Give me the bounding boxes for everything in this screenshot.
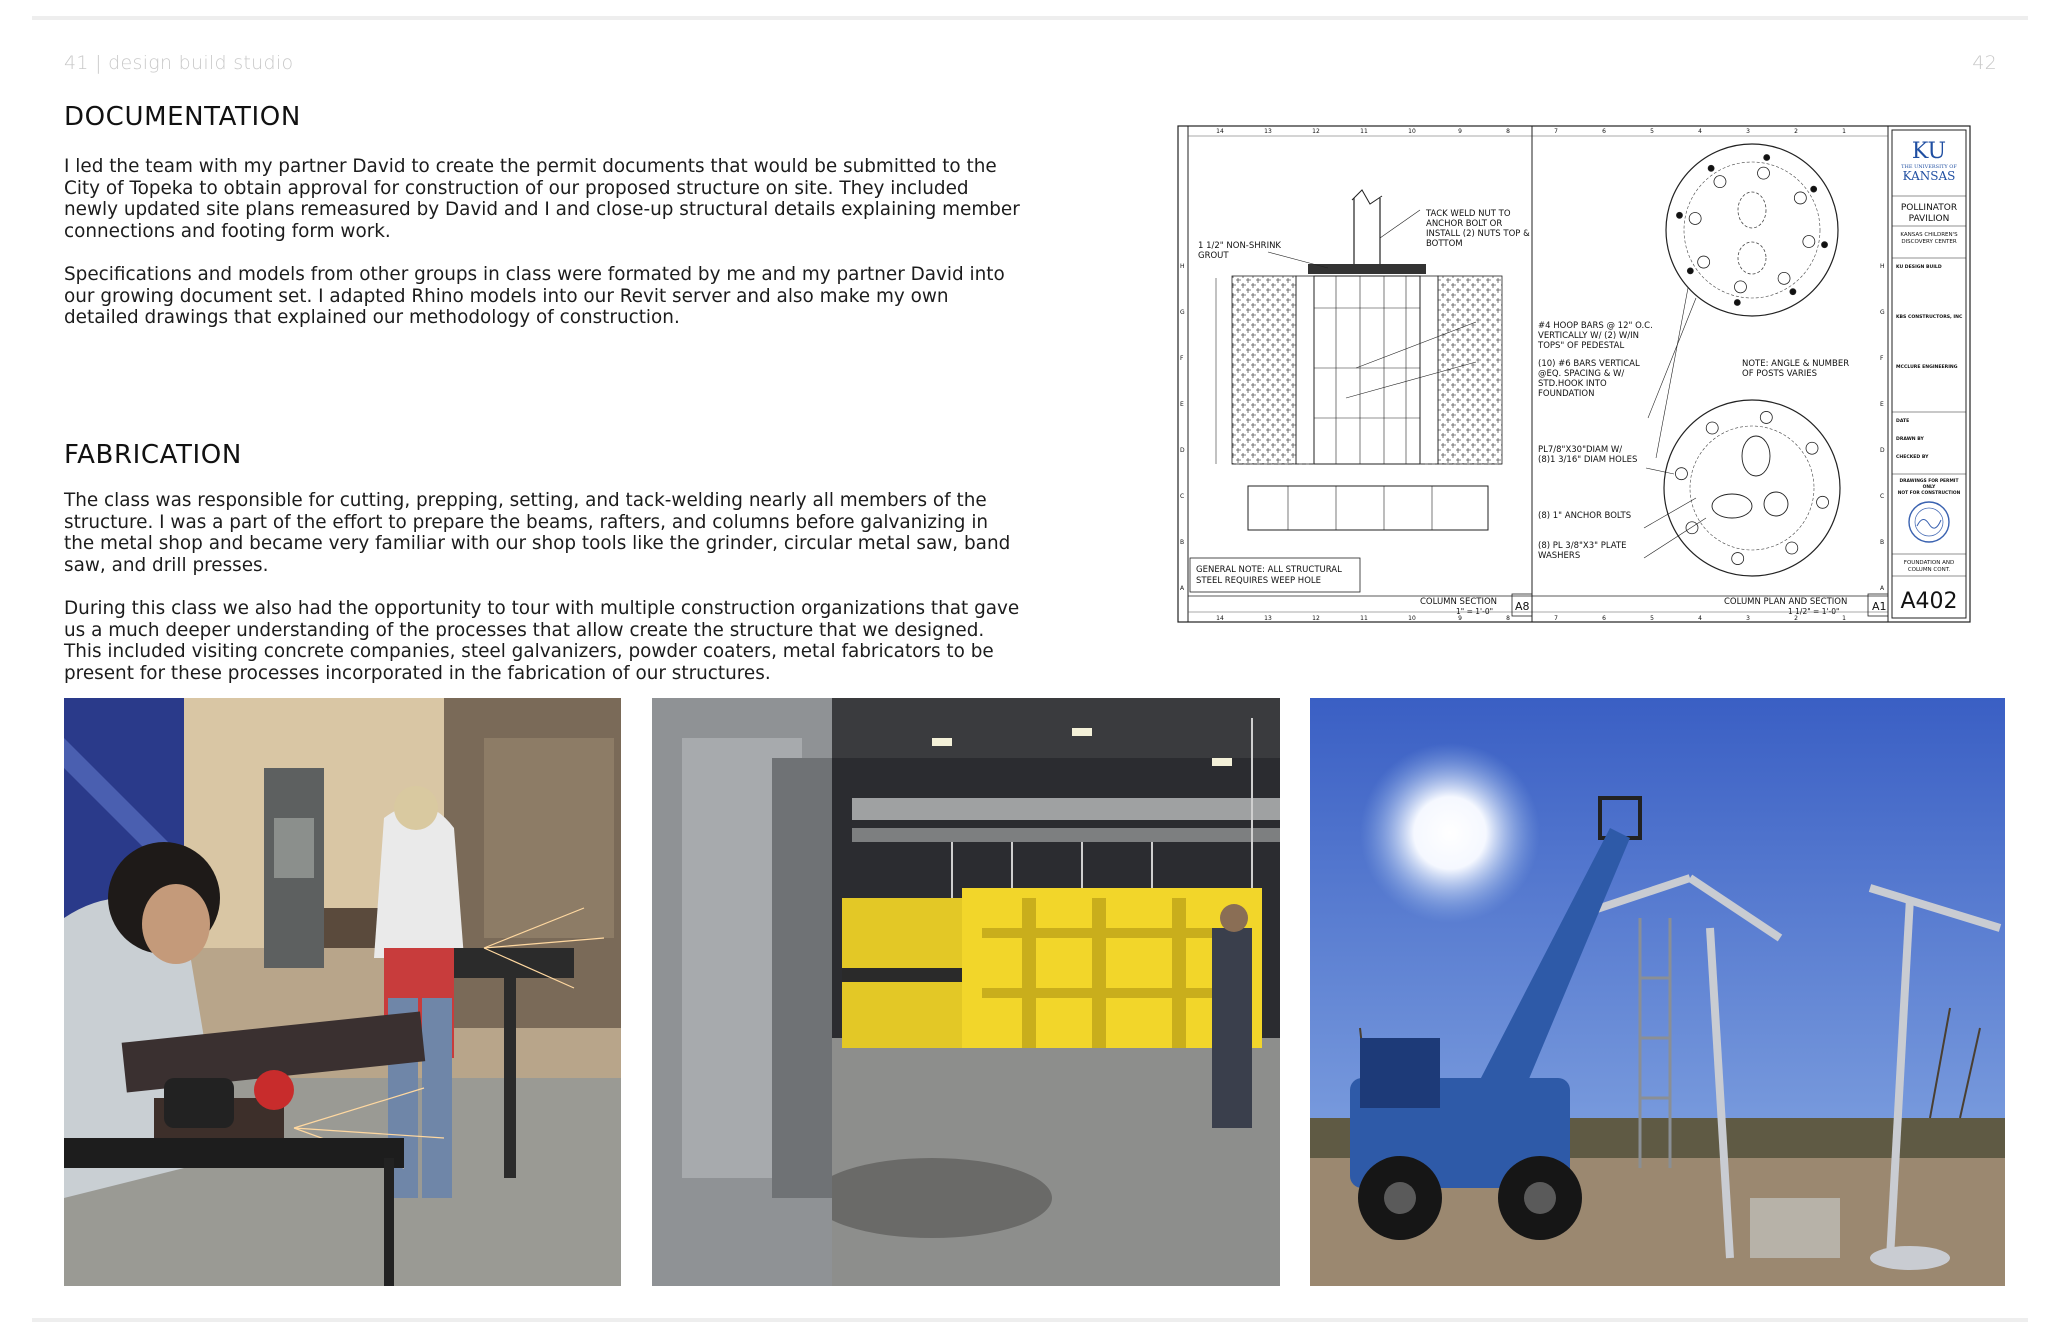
- site-telehandler-illustration: [1310, 698, 2005, 1286]
- grid-col-14-top: 14: [1216, 128, 1224, 135]
- grid-col-8-bottom: 8: [1506, 615, 1510, 622]
- page-number: 42: [1972, 52, 1997, 74]
- grid-col-3-top: 3: [1746, 128, 1750, 135]
- grid-col-1-top: 1: [1842, 128, 1846, 135]
- plan-id: A1: [1872, 600, 1887, 613]
- grid-col-14-bottom: 14: [1216, 615, 1224, 622]
- sheet-desc-2: COLUMN CONT.: [1907, 567, 1951, 573]
- note-plate-1: PL7/8"X30"DIAM W/: [1538, 445, 1623, 455]
- note-plate-2: (8)1 3/16" DIAM HOLES: [1538, 455, 1638, 465]
- grid-col-11-bottom: 11: [1360, 615, 1368, 622]
- note-hoop-3: TOPS" OF PEDESTAL: [1538, 341, 1625, 351]
- section-id: A8: [1515, 600, 1530, 613]
- permit-note-2: ONLY: [1922, 485, 1936, 490]
- anchor-bolt-hole: [1811, 186, 1817, 192]
- note-vertical-4: FOUNDATION: [1538, 389, 1595, 399]
- grid-col-6-top: 6: [1602, 128, 1606, 135]
- ku-logo-mark: KU: [1911, 139, 1947, 164]
- grid-row-E-right: E: [1880, 401, 1884, 408]
- project-name-1: POLLINATOR: [1900, 203, 1958, 213]
- grid-row-E-left: E: [1180, 401, 1184, 408]
- note-washers-2: WASHERS: [1538, 551, 1581, 561]
- note-tack-weld-4: BOTTOM: [1426, 239, 1463, 249]
- grid-row-B-right: B: [1880, 539, 1885, 546]
- grid-col-9-top: 9: [1458, 128, 1462, 135]
- fabrication-paragraph-1: The class was responsible for cutting, prepping, setting, and tack-welding nearly all members of the structure. I was a part of the effort to prepare the beams, rafters, and columns before galvanizing in the metal shop and became very familiar with our shop tools like the grinder, circular metal saw, band saw, and drill presses.: [64, 490, 1011, 576]
- grid-col-1-bottom: 1: [1842, 615, 1846, 622]
- firm-3: MCCLURE ENGINEERING: [1896, 365, 1958, 370]
- grid-col-13-bottom: 13: [1264, 615, 1272, 622]
- grid-col-7-bottom: 7: [1554, 615, 1558, 622]
- anchor-bolt-hole: [1676, 212, 1682, 218]
- grid-col-4-bottom: 4: [1698, 615, 1702, 622]
- grid-col-3-bottom: 3: [1746, 615, 1750, 622]
- fabrication-paragraph-2: During this class we also had the opportunity to tour with multiple construction organizations that gave us a much deeper understanding of the processes that allow create the structure that we designed. This included visiting concrete companies, steel galvanizers, powder coaters, metal fabricators to be present for these processes incorporated in the fabrication of our structures.: [64, 598, 1020, 684]
- note-hoop-2: VERTICALLY W/ (2) W/IN: [1538, 331, 1640, 341]
- plan-scale: 1 1/2" = 1'-0": [1788, 607, 1840, 616]
- general-note-line-2: STEEL REQUIRES WEEP HOLE: [1196, 576, 1321, 586]
- permit-note-1: DRAWINGS FOR PERMIT: [1899, 479, 1959, 484]
- grid-col-13-top: 13: [1264, 128, 1272, 135]
- note-tack-weld-1: TACK WELD NUT TO: [1426, 209, 1511, 219]
- grid-row-H-left: H: [1180, 263, 1185, 270]
- ku-logo-name: KANSAS: [1902, 169, 1956, 183]
- grid-row-H-right: H: [1880, 263, 1885, 270]
- grid-row-D-right: D: [1880, 447, 1885, 454]
- grid-row-D-left: D: [1180, 447, 1185, 454]
- general-note-line-1: GENERAL NOTE: ALL STRUCTURAL: [1196, 565, 1342, 575]
- photo-site-telehandler: [1310, 698, 2005, 1286]
- grid-row-A-left: A: [1180, 585, 1185, 592]
- drawn-label: DRAWN BY: [1896, 437, 1924, 442]
- grid-col-11-top: 11: [1360, 128, 1368, 135]
- grid-col-10-top: 10: [1408, 128, 1416, 135]
- grid-col-2-top: 2: [1794, 128, 1798, 135]
- grid-col-12-top: 12: [1312, 128, 1320, 135]
- note-vertical-1: (10) #6 BARS VERTICAL: [1538, 359, 1640, 369]
- section-title: COLUMN SECTION: [1420, 597, 1498, 607]
- permit-note-3: NOT FOR CONSTRUCTION: [1897, 491, 1961, 496]
- grid-row-G-left: G: [1180, 309, 1185, 316]
- grid-col-6-bottom: 6: [1602, 615, 1606, 622]
- grid-col-8-top: 8: [1506, 128, 1510, 135]
- construction-drawing: [1176, 118, 1972, 626]
- grid-col-9-bottom: 9: [1458, 615, 1462, 622]
- project-name-2: PAVILION: [1908, 214, 1950, 224]
- title-block: [1892, 130, 1966, 618]
- top-rule: [32, 16, 2028, 20]
- note-tack-weld-2: ANCHOR BOLT OR: [1426, 219, 1503, 229]
- grid-row-F-right: F: [1880, 355, 1884, 362]
- date-label: DATE: [1896, 419, 1910, 424]
- ku-logo-sub: THE UNIVERSITY OF: [1901, 164, 1957, 170]
- grid-col-12-bottom: 12: [1312, 615, 1320, 622]
- grid-row-A-right: A: [1880, 585, 1885, 592]
- photo-powder-coating: [652, 698, 1280, 1286]
- grid-row-C-left: C: [1180, 493, 1185, 500]
- grid-col-10-bottom: 10: [1408, 615, 1416, 622]
- plan-title: COLUMN PLAN AND SECTION: [1724, 597, 1848, 607]
- anchor-bolt-hole: [1822, 242, 1828, 248]
- fabrication-heading: FABRICATION: [64, 440, 242, 470]
- grid-row-F-left: F: [1180, 355, 1184, 362]
- anchor-bolt-hole: [1790, 289, 1796, 295]
- note-vertical-3: STD.HOOK INTO: [1538, 379, 1607, 389]
- documentation-heading: DOCUMENTATION: [64, 102, 301, 132]
- note-tack-weld-3: INSTALL (2) NUTS TOP &: [1426, 229, 1530, 239]
- note-grout-1: 1 1/2" NON-SHRINK: [1198, 241, 1282, 251]
- note-grout-2: GROUT: [1198, 251, 1229, 261]
- grid-row-B-left: B: [1180, 539, 1185, 546]
- checked-label: CHECKED BY: [1896, 455, 1929, 460]
- grid-col-2-bottom: 2: [1794, 615, 1798, 622]
- firm-2: KBS CONSTRUCTORS, INC: [1896, 315, 1963, 320]
- sheet-desc-1: FOUNDATION AND: [1903, 560, 1955, 566]
- drawing-sheet-svg: [1176, 118, 1972, 626]
- note-vertical-2: @EQ. SPACING & W/: [1538, 369, 1625, 379]
- grid-col-5-bottom: 5: [1650, 615, 1654, 622]
- documentation-paragraph-1: I led the team with my partner David to create the permit documents that would be submitted to the City of Topeka to obtain approval for construction of our proposed structure on site. They included newly updated site plans remeasured by David and I and close-up structural details explaining member connections and footing form work.: [64, 156, 1020, 242]
- powder-coating-illustration: [652, 698, 1280, 1286]
- grid-col-7-top: 7: [1554, 128, 1558, 135]
- note-angle-1: NOTE: ANGLE & NUMBER: [1742, 359, 1850, 369]
- anchor-bolt-hole: [1708, 165, 1714, 171]
- grid-row-G-right: G: [1880, 309, 1885, 316]
- anchor-bolt-hole: [1764, 154, 1770, 160]
- photo-metal-shop: [64, 698, 621, 1286]
- note-hoop-1: #4 HOOP BARS @ 12" O.C.: [1538, 321, 1653, 331]
- grid-col-4-top: 4: [1698, 128, 1702, 135]
- firm-1: KU DESIGN BUILD: [1896, 265, 1942, 270]
- grid-row-C-right: C: [1880, 493, 1885, 500]
- metal-shop-illustration: [64, 698, 621, 1286]
- documentation-paragraph-2: Specifications and models from other groups in class were formated by me and my partner David into our growing document set. I adapted Rhino models into our Revit server and also make my own detailed drawings that explained our methodology of construction.: [64, 264, 1005, 329]
- client-1: KANSAS CHILDREN'S: [1900, 232, 1958, 238]
- anchor-bolt-hole: [1734, 300, 1740, 306]
- note-angle-2: OF POSTS VARIES: [1742, 369, 1818, 379]
- anchor-bolt-hole: [1687, 268, 1693, 274]
- section-scale: 1" = 1'-0": [1456, 607, 1494, 616]
- running-header: 41 | design build studio: [64, 52, 294, 74]
- grid-col-5-top: 5: [1650, 128, 1654, 135]
- note-anchor-bolts: (8) 1" ANCHOR BOLTS: [1538, 511, 1632, 521]
- bottom-rule: [32, 1318, 2028, 1322]
- note-washers-1: (8) PL 3/8"X3" PLATE: [1538, 541, 1627, 551]
- client-2: DISCOVERY CENTER: [1901, 239, 1957, 245]
- sheet-number: A402: [1900, 589, 1958, 614]
